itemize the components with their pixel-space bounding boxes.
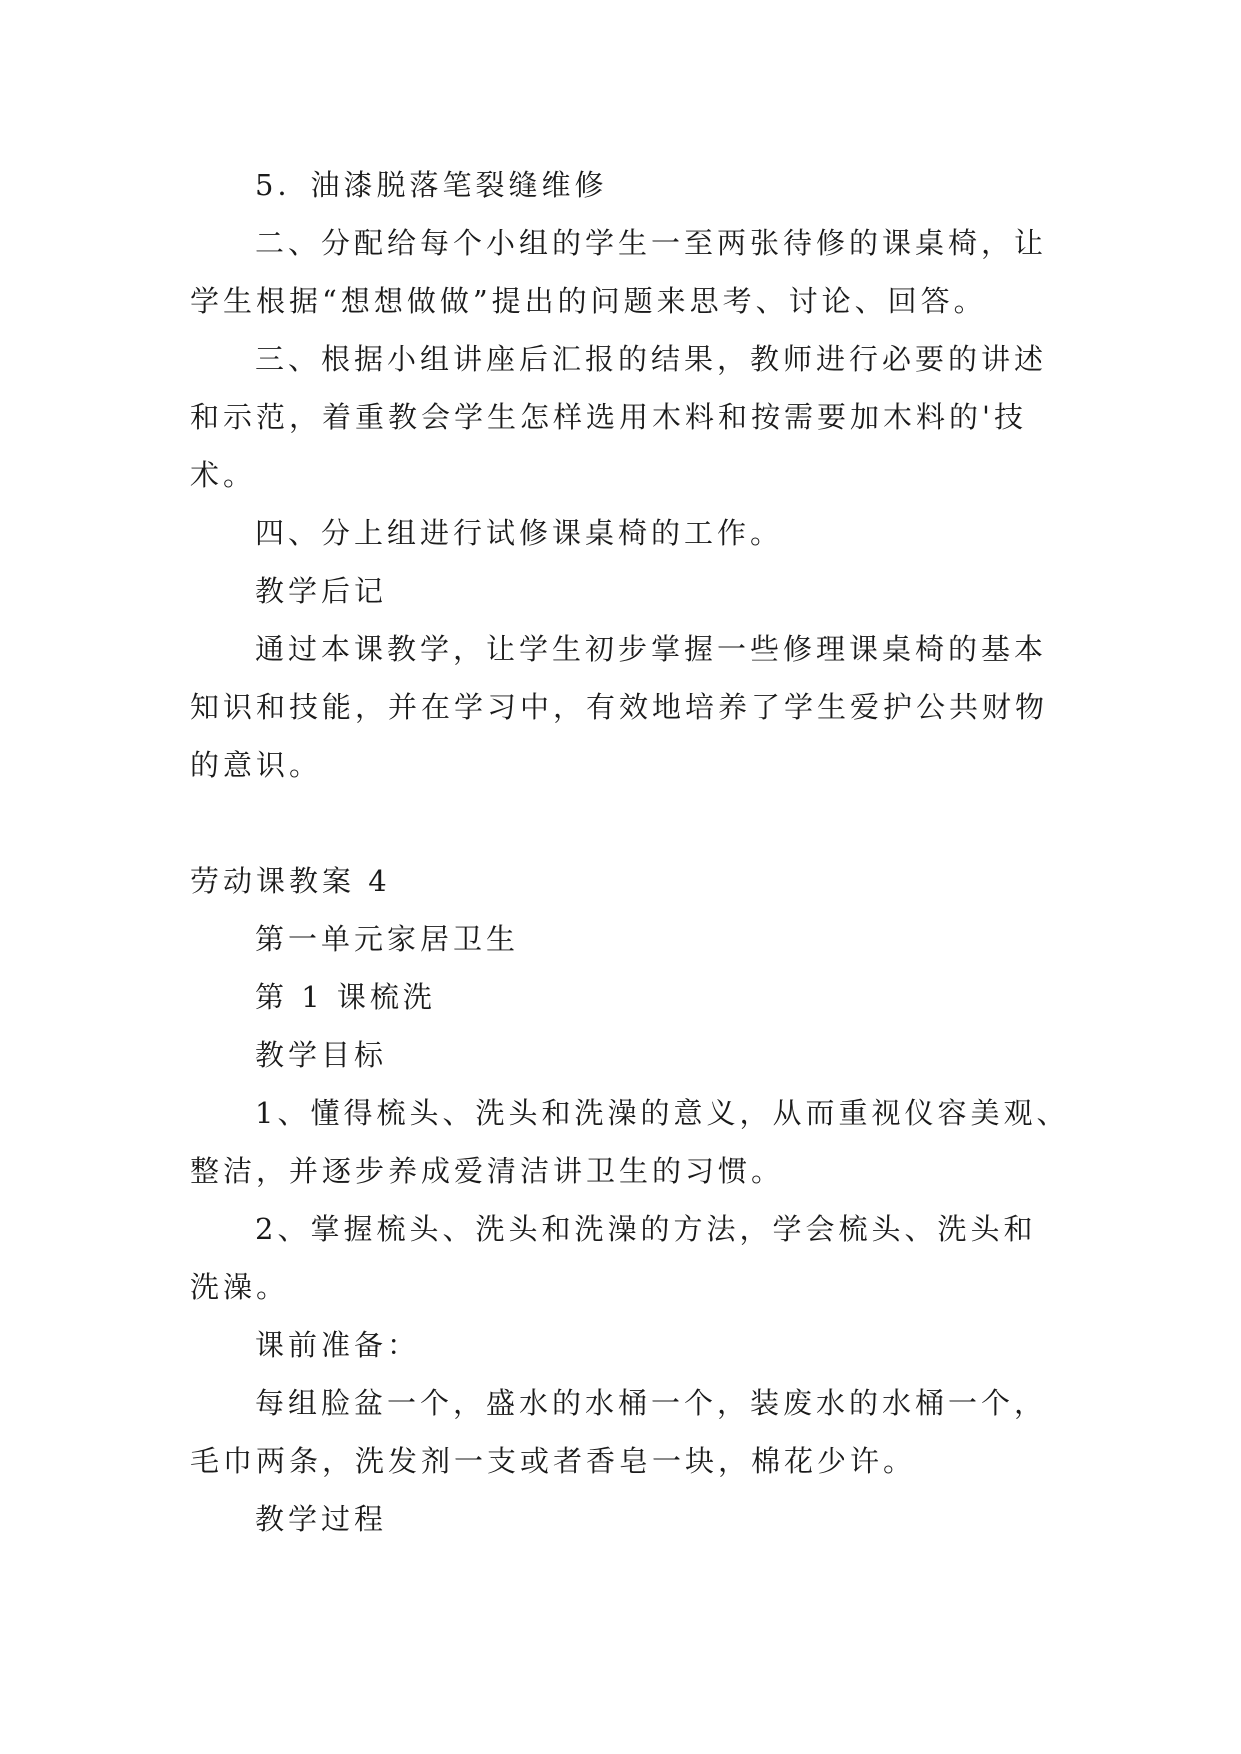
step-three-line-3: 术。 bbox=[190, 458, 257, 492]
unit-heading: 第一单元家居卫生 bbox=[255, 922, 520, 956]
objective-two-line-2: 洗澡。 bbox=[190, 1270, 290, 1304]
notes-paragraph-line-2: 知识和技能，并在学习中，有效地培养了学生爱护公共财物 bbox=[190, 690, 1049, 724]
step-two-line-1: 二、分配给每个小组的学生一至两张待修的课桌椅，让 bbox=[255, 226, 1048, 260]
notes-paragraph-line-1: 通过本课教学，让学生初步掌握一些修理课桌椅的基本 bbox=[255, 632, 1048, 666]
step-two-line-2: 学生根据“想想做做”提出的问题来思考、讨论、回答。 bbox=[190, 284, 987, 318]
lesson-plan-title: 劳动课教案 4 bbox=[190, 864, 391, 898]
lesson-heading: 第 1 课梳洗 bbox=[255, 980, 436, 1014]
section-heading-teaching-notes: 教学后记 bbox=[255, 574, 388, 608]
section-heading-preparation: 课前准备： bbox=[255, 1328, 421, 1362]
objective-two-line-1: 2、掌握梳头、洗头和洗澡的方法，学会梳头、洗头和 bbox=[255, 1212, 1037, 1246]
preparation-line-1: 每组脸盆一个，盛水的水桶一个，装废水的水桶一个， bbox=[255, 1386, 1048, 1420]
objective-one-line-2: 整洁，并逐步养成爱清洁讲卫生的习惯。 bbox=[190, 1154, 785, 1188]
section-heading-objectives: 教学目标 bbox=[255, 1038, 388, 1072]
step-three-line-2: 和示范，着重教会学生怎样选用木料和按需要加木料的'技 bbox=[190, 400, 1027, 434]
step-four-line: 四、分上组进行试修课桌椅的工作。 bbox=[255, 516, 784, 550]
preparation-line-2: 毛巾两条，洗发剂一支或者香皂一块，棉花少许。 bbox=[190, 1444, 917, 1478]
step-three-line-1: 三、根据小组讲座后汇报的结果，教师进行必要的讲述 bbox=[255, 342, 1048, 376]
objective-one-line-1: 1、懂得梳头、洗头和洗澡的意义，从而重视仪容美观、 bbox=[255, 1096, 1070, 1130]
section-heading-process: 教学过程 bbox=[255, 1502, 388, 1536]
notes-paragraph-line-3: 的意识。 bbox=[190, 748, 323, 782]
list-item-repair-5: 5．油漆脱落笔裂缝维修 bbox=[255, 168, 608, 202]
